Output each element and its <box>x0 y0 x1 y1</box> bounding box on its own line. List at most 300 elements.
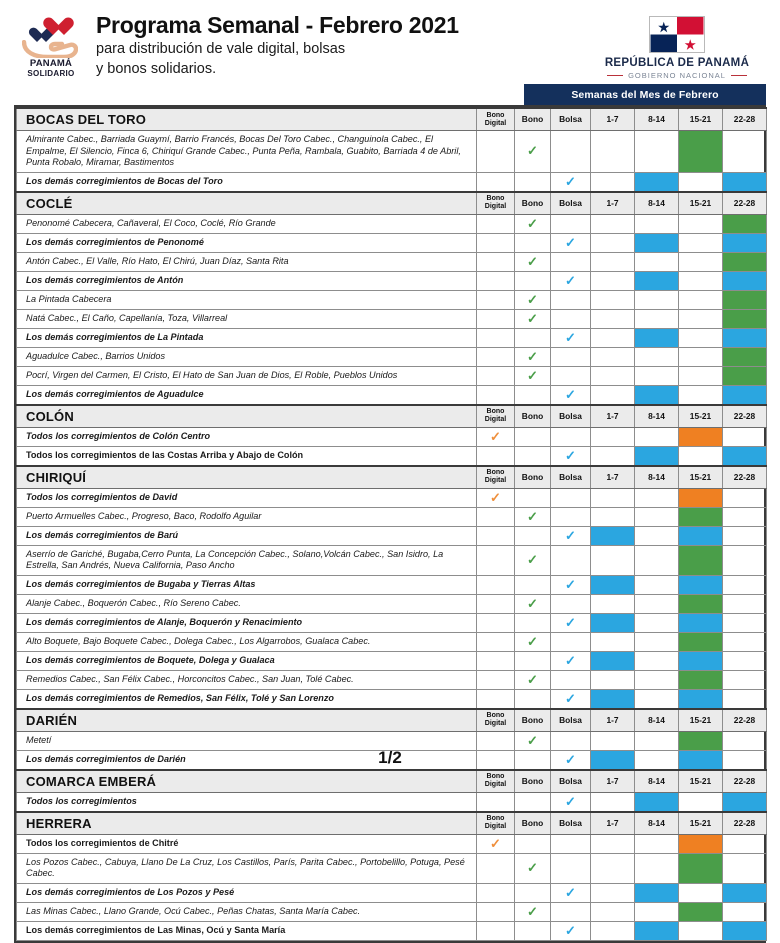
check-bono-icon: ✓ <box>527 732 538 748</box>
cell-bono-digital <box>477 853 515 883</box>
cell-week-8-14 <box>635 214 679 233</box>
cell-week-15-21 <box>679 172 723 192</box>
cell-week-15-21 <box>679 921 723 940</box>
cell-week-15-21 <box>679 328 723 347</box>
cell-week-15-21 <box>679 366 723 385</box>
cell-bono-digital <box>477 545 515 575</box>
cell-bolsa <box>551 328 591 347</box>
check-bono-digital-icon: ✓ <box>490 489 501 505</box>
table-row <box>17 214 767 233</box>
cell-week-1-7 <box>591 347 635 366</box>
cell-bolsa <box>551 792 591 812</box>
cell-week-8-14 <box>635 488 679 507</box>
cell-bono <box>515 792 551 812</box>
check-bolsa-icon: ✓ <box>565 576 576 592</box>
corregimiento-list: Los demás corregimientos de Bocas del Toro <box>17 172 477 192</box>
cell-bono <box>515 575 551 594</box>
corregimiento-list: Pocrí, Virgen del Carmen, El Cristo, El Hato de San Juan de Dios, El Roble, Pueblos Unidos <box>17 366 477 385</box>
cell-week-8-14 <box>635 507 679 526</box>
cell-bono-digital <box>477 670 515 689</box>
cell-week-22-28 <box>723 427 767 446</box>
col-header-bono: Bono <box>515 709 551 732</box>
cell-bono <box>515 545 551 575</box>
check-bono-icon: ✓ <box>527 348 538 364</box>
cell-week-15-21 <box>679 792 723 812</box>
gov-title: REPÚBLICA DE PANAMÁ <box>604 57 750 69</box>
col-header-week-15-21: 15-21 <box>679 108 723 131</box>
cell-week-8-14 <box>635 290 679 309</box>
col-header-bolsa: Bolsa <box>551 405 591 428</box>
col-header-bolsa: Bolsa <box>551 108 591 131</box>
logo-text <box>27 59 74 79</box>
col-header-week-8-14: 8-14 <box>635 709 679 732</box>
cell-week-1-7 <box>591 427 635 446</box>
col-header-bono-digital <box>477 192 515 215</box>
check-bolsa-icon: ✓ <box>565 922 576 938</box>
check-bolsa-icon: ✓ <box>565 793 576 809</box>
cell-bolsa <box>551 271 591 290</box>
corregimiento-list: Los demás corregimientos de Antón <box>17 271 477 290</box>
table-row <box>17 689 767 709</box>
check-bolsa-icon: ✓ <box>565 751 576 767</box>
cell-week-1-7 <box>591 526 635 545</box>
cell-week-1-7 <box>591 545 635 575</box>
col-header-week-15-21: 15-21 <box>679 709 723 732</box>
table-row <box>17 594 767 613</box>
cell-week-15-21 <box>679 290 723 309</box>
col-header-bolsa: Bolsa <box>551 466 591 489</box>
cell-week-8-14 <box>635 271 679 290</box>
cell-bono-digital <box>477 328 515 347</box>
cell-week-8-14 <box>635 446 679 466</box>
cell-week-22-28 <box>723 526 767 545</box>
cell-week-22-28 <box>723 347 767 366</box>
cell-bono-digital <box>477 575 515 594</box>
cell-bono <box>515 834 551 853</box>
cell-week-22-28 <box>723 651 767 670</box>
check-bono-icon: ✓ <box>527 552 538 567</box>
col-header-week-1-7: 1-7 <box>591 709 635 732</box>
cell-week-15-21 <box>679 632 723 651</box>
check-bono-icon: ✓ <box>527 595 538 611</box>
cell-bono <box>515 902 551 921</box>
table-row <box>17 271 767 290</box>
bono-digital-line1: Bono <box>486 195 505 203</box>
rule-left-icon <box>607 75 623 76</box>
province-name: CHIRIQUÍ <box>17 466 477 489</box>
table-row <box>17 507 767 526</box>
corregimiento-list: La Pintada Cabecera <box>17 290 477 309</box>
table-row <box>17 427 767 446</box>
cell-bolsa <box>551 632 591 651</box>
cell-bono-digital <box>477 651 515 670</box>
cell-week-8-14 <box>635 902 679 921</box>
cell-week-15-21 <box>679 689 723 709</box>
cell-week-15-21 <box>679 575 723 594</box>
cell-week-1-7 <box>591 271 635 290</box>
cell-week-8-14 <box>635 545 679 575</box>
cell-week-8-14 <box>635 347 679 366</box>
cell-bono-digital <box>477 526 515 545</box>
province-name: BOCAS DEL TORO <box>17 108 477 131</box>
cell-bolsa <box>551 853 591 883</box>
col-header-bono: Bono <box>515 466 551 489</box>
cell-week-22-28 <box>723 613 767 632</box>
bono-digital-line2: Digital <box>484 823 507 830</box>
cell-bolsa <box>551 446 591 466</box>
province-name: COMARCA EMBERÁ <box>17 770 477 793</box>
corregimiento-list: Todos los corregimientos de las Costas Arriba y Abajo de Colón <box>17 446 477 466</box>
cell-week-22-28 <box>723 545 767 575</box>
col-header-bono-digital <box>477 709 515 732</box>
check-bono-icon: ✓ <box>527 671 538 687</box>
bono-digital-line2: Digital <box>484 477 507 484</box>
table-row <box>17 131 767 173</box>
cell-bolsa <box>551 347 591 366</box>
table-row <box>17 347 767 366</box>
cell-week-1-7 <box>591 651 635 670</box>
cell-week-8-14 <box>635 670 679 689</box>
cell-bono-digital <box>477 507 515 526</box>
cell-bolsa <box>551 214 591 233</box>
cell-week-22-28 <box>723 507 767 526</box>
cell-week-8-14 <box>635 594 679 613</box>
cell-week-1-7 <box>591 853 635 883</box>
cell-bono <box>515 427 551 446</box>
cell-bono <box>515 507 551 526</box>
bono-digital-line2: Digital <box>484 203 507 210</box>
check-bono-icon: ✓ <box>527 367 538 383</box>
table-row <box>17 233 767 252</box>
col-header-week-15-21: 15-21 <box>679 405 723 428</box>
col-header-bono: Bono <box>515 405 551 428</box>
cell-bono <box>515 613 551 632</box>
province-name: DARIÉN <box>17 709 477 732</box>
bono-digital-line2: Digital <box>484 781 507 788</box>
cell-week-15-21 <box>679 131 723 173</box>
check-bolsa-icon: ✓ <box>565 329 576 345</box>
cell-bolsa <box>551 921 591 940</box>
cell-week-1-7 <box>591 131 635 173</box>
title-block <box>88 10 588 78</box>
cell-week-22-28 <box>723 172 767 192</box>
col-header-week-22-28: 22-28 <box>723 466 767 489</box>
cell-week-8-14 <box>635 526 679 545</box>
cell-bono <box>515 347 551 366</box>
province-header-row <box>17 108 767 131</box>
cell-bono <box>515 689 551 709</box>
cell-week-22-28 <box>723 792 767 812</box>
cell-bolsa <box>551 545 591 575</box>
cell-bono-digital <box>477 347 515 366</box>
cell-week-15-21 <box>679 651 723 670</box>
col-header-bono: Bono <box>515 108 551 131</box>
cell-bono <box>515 131 551 173</box>
cell-week-8-14 <box>635 385 679 405</box>
cell-bono <box>515 883 551 902</box>
cell-bono-digital <box>477 921 515 940</box>
cell-week-15-21 <box>679 446 723 466</box>
cell-week-1-7 <box>591 507 635 526</box>
cell-bolsa <box>551 651 591 670</box>
cell-week-15-21 <box>679 545 723 575</box>
panama-solidario-logo <box>14 10 88 79</box>
cell-week-15-21 <box>679 271 723 290</box>
cell-bono-digital <box>477 233 515 252</box>
cell-bolsa <box>551 366 591 385</box>
bono-digital-line1: Bono <box>486 815 505 823</box>
cell-week-22-28 <box>723 290 767 309</box>
table-row <box>17 366 767 385</box>
corregimiento-list: Todos los corregimientos de Chitré <box>17 834 477 853</box>
cell-week-22-28 <box>723 446 767 466</box>
cell-bono-digital <box>477 366 515 385</box>
cell-week-1-7 <box>591 214 635 233</box>
cell-week-8-14 <box>635 651 679 670</box>
cell-bono <box>515 385 551 405</box>
cell-week-8-14 <box>635 834 679 853</box>
bono-digital-line2: Digital <box>484 416 507 423</box>
cell-bono-digital <box>477 252 515 271</box>
check-bono-icon: ✓ <box>527 310 538 326</box>
check-bono-icon: ✓ <box>527 903 538 919</box>
check-bono-icon: ✓ <box>527 633 538 649</box>
corregimiento-list: Remedios Cabec., San Félix Cabec., Horconcitos Cabec., San Juan, Tolé Cabec. <box>17 670 477 689</box>
cell-bono-digital <box>477 792 515 812</box>
schedule-table-body <box>17 108 767 940</box>
cell-week-15-21 <box>679 834 723 853</box>
cell-bono <box>515 651 551 670</box>
table-row <box>17 670 767 689</box>
cell-week-22-28 <box>723 271 767 290</box>
page-number: 1/2 <box>378 748 402 767</box>
col-header-bono-digital <box>477 405 515 428</box>
bono-digital-line1: Bono <box>486 469 505 477</box>
cell-bono-digital <box>477 689 515 709</box>
cell-bono <box>515 853 551 883</box>
weeks-banner: Semanas del Mes de Febrero <box>524 84 766 105</box>
cell-week-1-7 <box>591 233 635 252</box>
cell-week-1-7 <box>591 328 635 347</box>
province-header-row <box>17 466 767 489</box>
check-bolsa-icon: ✓ <box>565 614 576 630</box>
cell-bono-digital <box>477 446 515 466</box>
cell-bono-digital <box>477 271 515 290</box>
table-row <box>17 290 767 309</box>
cell-week-8-14 <box>635 792 679 812</box>
cell-bono-digital <box>477 613 515 632</box>
col-header-week-1-7: 1-7 <box>591 466 635 489</box>
check-bono-icon: ✓ <box>527 291 538 307</box>
check-bolsa-icon: ✓ <box>565 386 576 402</box>
table-row <box>17 172 767 192</box>
cell-bolsa <box>551 883 591 902</box>
cell-bono <box>515 526 551 545</box>
col-header-bono-digital <box>477 466 515 489</box>
cell-week-22-28 <box>723 252 767 271</box>
corregimiento-list: Natá Cabec., El Caño, Capellanía, Toza, Villarreal <box>17 309 477 328</box>
col-header-week-22-28: 22-28 <box>723 108 767 131</box>
cell-bono-digital <box>477 131 515 173</box>
cell-week-15-21 <box>679 670 723 689</box>
gov-subtitle-row <box>588 71 766 80</box>
cell-week-15-21 <box>679 507 723 526</box>
col-header-week-15-21: 15-21 <box>679 812 723 835</box>
cell-week-8-14 <box>635 921 679 940</box>
cell-week-15-21 <box>679 252 723 271</box>
check-bono-digital-icon: ✓ <box>490 428 501 444</box>
table-row <box>17 902 767 921</box>
bono-digital-line2: Digital <box>484 720 507 727</box>
cell-week-1-7 <box>591 689 635 709</box>
cell-week-15-21 <box>679 594 723 613</box>
cell-week-22-28 <box>723 575 767 594</box>
check-bono-icon: ✓ <box>527 860 538 875</box>
cell-week-8-14 <box>635 252 679 271</box>
corregimiento-list: Los demás corregimientos de La Pintada <box>17 328 477 347</box>
cell-bono-digital <box>477 834 515 853</box>
cell-bolsa <box>551 902 591 921</box>
col-header-week-1-7: 1-7 <box>591 192 635 215</box>
bono-digital-line1: Bono <box>486 712 505 720</box>
cell-bono-digital <box>477 632 515 651</box>
table-row <box>17 252 767 271</box>
cell-bolsa <box>551 613 591 632</box>
bono-digital-line1: Bono <box>486 408 505 416</box>
cell-bolsa <box>551 689 591 709</box>
province-header-row <box>17 405 767 428</box>
corregimiento-list: Puerto Armuelles Cabec., Progreso, Baco, Rodolfo Aguilar <box>17 507 477 526</box>
cell-week-15-21 <box>679 488 723 507</box>
cell-bono <box>515 366 551 385</box>
table-row <box>17 488 767 507</box>
col-header-bono: Bono <box>515 770 551 793</box>
table-row <box>17 328 767 347</box>
col-header-bolsa: Bolsa <box>551 812 591 835</box>
col-header-week-8-14: 8-14 <box>635 812 679 835</box>
cell-bono <box>515 172 551 192</box>
table-row <box>17 613 767 632</box>
check-bolsa-icon: ✓ <box>565 690 576 706</box>
cell-week-1-7 <box>591 366 635 385</box>
cell-bono-digital <box>477 594 515 613</box>
cell-week-22-28 <box>723 834 767 853</box>
check-bolsa-icon: ✓ <box>565 173 576 189</box>
cell-bono <box>515 328 551 347</box>
cell-week-22-28 <box>723 385 767 405</box>
cell-bono-digital <box>477 172 515 192</box>
cell-week-22-28 <box>723 689 767 709</box>
cell-bono-digital <box>477 883 515 902</box>
cell-week-22-28 <box>723 366 767 385</box>
province-name: COCLÉ <box>17 192 477 215</box>
col-header-week-22-28: 22-28 <box>723 192 767 215</box>
col-header-bono-digital <box>477 812 515 835</box>
rule-right-icon <box>731 75 747 76</box>
check-bolsa-icon: ✓ <box>565 884 576 900</box>
schedule-table-wrapper <box>14 105 766 943</box>
table-row <box>17 632 767 651</box>
cell-week-22-28 <box>723 902 767 921</box>
province-name: COLÓN <box>17 405 477 428</box>
corregimiento-list: Aguadulce Cabec., Barrios Unidos <box>17 347 477 366</box>
cell-week-1-7 <box>591 792 635 812</box>
cell-bolsa <box>551 309 591 328</box>
col-header-bolsa: Bolsa <box>551 192 591 215</box>
province-header-row <box>17 709 767 732</box>
table-row <box>17 385 767 405</box>
cell-bono <box>515 252 551 271</box>
corregimiento-list: Antón Cabec., El Valle, Río Hato, El Chirú, Juan Díaz, Santa Rita <box>17 252 477 271</box>
cell-bono <box>515 309 551 328</box>
table-row <box>17 792 767 812</box>
table-row <box>17 575 767 594</box>
cell-week-8-14 <box>635 309 679 328</box>
government-logo <box>588 10 766 80</box>
corregimiento-list: Los demás corregimientos de Alanje, Boquerón y Renacimiento <box>17 613 477 632</box>
cell-bolsa <box>551 172 591 192</box>
col-header-week-1-7: 1-7 <box>591 812 635 835</box>
corregimiento-list: Los demás corregimientos de Remedios, San Félix, Tolé y San Lorenzo <box>17 689 477 709</box>
cell-week-22-28 <box>723 921 767 940</box>
cell-week-22-28 <box>723 233 767 252</box>
province-name: HERRERA <box>17 812 477 835</box>
check-bolsa-icon: ✓ <box>565 652 576 668</box>
table-row <box>17 834 767 853</box>
gov-subtitle: GOBIERNO NACIONAL <box>628 71 726 80</box>
corregimiento-list: Los demás corregimientos de Boquete, Dolega y Gualaca <box>17 651 477 670</box>
cell-bono <box>515 921 551 940</box>
bono-digital-line1: Bono <box>486 773 505 781</box>
bono-digital-line1: Bono <box>486 111 505 119</box>
corregimiento-list: Todos los corregimientos <box>17 792 477 812</box>
cell-week-22-28 <box>723 670 767 689</box>
cell-week-8-14 <box>635 575 679 594</box>
cell-week-22-28 <box>723 488 767 507</box>
cell-bono <box>515 446 551 466</box>
corregimiento-list: Los demás corregimientos de Bugaba y Tierras Altas <box>17 575 477 594</box>
province-header-row <box>17 770 767 793</box>
cell-week-1-7 <box>591 883 635 902</box>
col-header-week-8-14: 8-14 <box>635 770 679 793</box>
col-header-week-1-7: 1-7 <box>591 108 635 131</box>
col-header-week-22-28: 22-28 <box>723 770 767 793</box>
cell-week-1-7 <box>591 902 635 921</box>
table-row <box>17 545 767 575</box>
corregimiento-list: Almirante Cabec., Barriada Guaymí, Barrio Francés, Bocas Del Toro Cabec., Changuinola Cabec., El Empalme, El Silencio, Finca 6, Chiriquí Grande Cabec., Punta Peña, Rambala, Guabito, Barriada 4 de Abril, Punta Robalo, Miramar, Bastimentos <box>17 131 477 173</box>
cell-week-1-7 <box>591 670 635 689</box>
cell-week-22-28 <box>723 309 767 328</box>
check-bono-icon: ✓ <box>527 215 538 231</box>
corregimiento-list: Todos los corregimientos de Colón Centro <box>17 427 477 446</box>
cell-week-8-14 <box>635 328 679 347</box>
col-header-week-22-28: 22-28 <box>723 709 767 732</box>
cell-week-8-14 <box>635 366 679 385</box>
cell-week-8-14 <box>635 233 679 252</box>
cell-week-8-14 <box>635 883 679 902</box>
corregimiento-list: Alanje Cabec., Boquerón Cabec., Río Sereno Cabec. <box>17 594 477 613</box>
cell-week-15-21 <box>679 613 723 632</box>
cell-bono <box>515 290 551 309</box>
cell-bolsa <box>551 290 591 309</box>
corregimiento-list: Los demás corregimientos de Penonomé <box>17 233 477 252</box>
page-subtitle-line2: y bonos solidarios. <box>96 61 217 77</box>
cell-week-1-7 <box>591 594 635 613</box>
cell-week-8-14 <box>635 172 679 192</box>
corregimiento-list: Los demás corregimientos de Las Minas, Ocú y Santa María <box>17 921 477 940</box>
province-header-row <box>17 192 767 215</box>
cell-week-1-7 <box>591 446 635 466</box>
